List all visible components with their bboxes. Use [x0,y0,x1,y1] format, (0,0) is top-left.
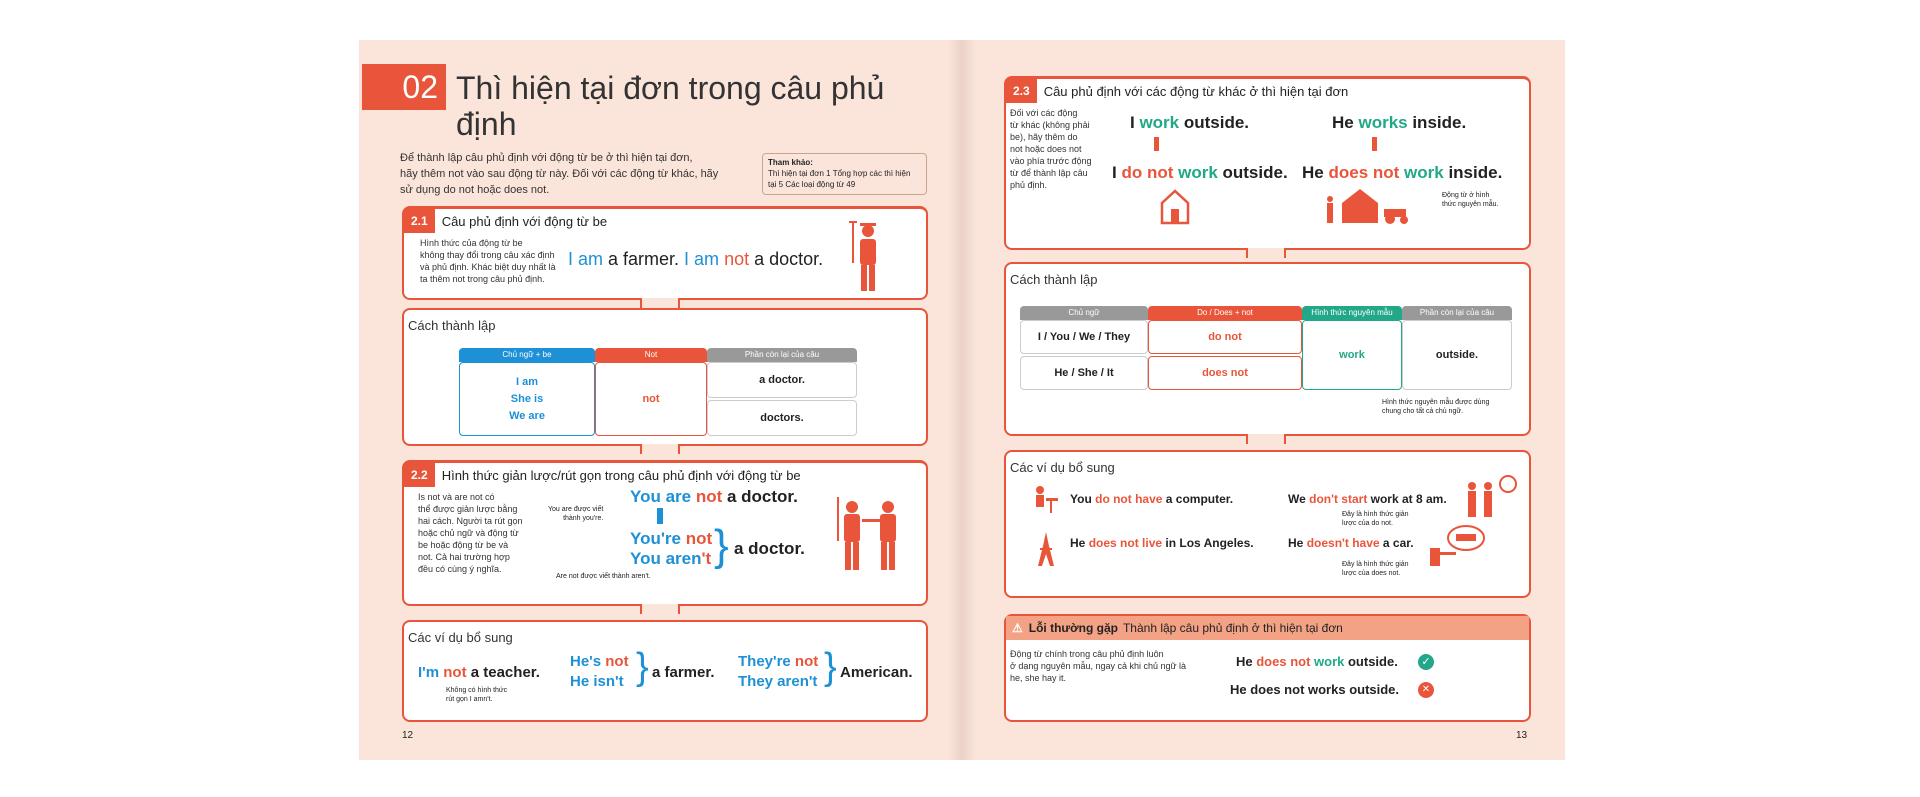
note-line: Đây là hình thức giản [1342,511,1409,518]
intro-line: Để thành lập câu phủ định với động từ be ở thì hiện tại đơn, [400,152,693,164]
column-header: Not [595,348,707,362]
text: You [1070,492,1096,506]
section-header [404,463,926,487]
positive-he [1332,113,1466,133]
desc-line: từ khác (không phải [1010,120,1090,130]
note-line: rút gọn I amn't. [446,696,493,703]
subject-cell: I / You / We / They [1020,320,1148,354]
computer-user-icon [1030,484,1060,514]
page-number-right: 13 [1516,730,1528,741]
rest-cell: outside. [1402,320,1512,390]
form-title: Cách thành lập [408,318,496,333]
section-desc [418,491,522,575]
subject-cell [459,362,595,436]
section-header [1006,79,1529,103]
base-form-note [1442,191,1498,209]
negation-cell: do not [1148,320,1302,354]
negation: does not [1256,654,1311,669]
example-1 [418,664,540,681]
form-box-2 [1004,262,1531,436]
section-title: Câu phủ định với động từ be [441,213,608,229]
subject: You aren [630,549,702,568]
text: inside. [1407,113,1467,132]
note-contraction [548,505,603,523]
note-line: thành you're. [563,515,604,522]
desc-line: không thay đổi trong câu xác định [420,250,555,260]
negation: not [680,529,713,548]
note-line: Động từ ở hình [1442,192,1490,199]
farm-icon [1322,187,1418,225]
desc-line: Đối với các động [1010,108,1078,118]
title-line-2: định [456,106,517,142]
desc-line: hoặc chủ ngữ và động từ [418,528,519,538]
mistake-header [1006,616,1529,640]
workers-clock-icon [1462,474,1518,518]
verb: work [1139,113,1180,132]
verb: work [1173,163,1218,182]
section-number: 2.3 [1006,79,1037,103]
text: a car. [1379,536,1414,550]
note-line: You are được viết [548,506,604,513]
text: a doctor. [749,249,824,269]
column-header: Phần còn lại của câu [707,348,857,362]
desc-line: not hoặc does not [1010,144,1082,154]
subject: I am [684,249,720,269]
example-3 [738,652,818,692]
desc-line: Hình thức của động từ be [420,238,523,248]
example-sentence [568,249,823,270]
example-2 [1070,536,1254,550]
desc-line: Is not và are not có [418,492,495,502]
correct-example [1236,654,1398,669]
subject: We are [509,409,545,422]
subject: You're [630,529,681,548]
form-title: Cách thành lập [1010,272,1098,287]
connector [640,444,680,454]
desc-line: đều có cùng ý nghĩa. [418,564,502,574]
desc-line: be hoặc động từ be và [418,540,509,550]
note-line: lược của do not. [1342,520,1393,527]
warning-icon: ⚠ [1012,621,1023,635]
subject: You are [630,487,692,506]
farmer-doctor-icon [832,493,912,573]
arrow-down-icon [657,508,663,524]
text: He [1288,536,1307,550]
connector [1246,434,1286,444]
contracted: They aren't [738,673,818,690]
title-line-1: Thì hiện tại đơn trong câu phủ [456,70,885,106]
common-mistake-box [1004,614,1531,722]
text: a computer. [1162,492,1234,506]
negation: 't [701,549,712,568]
mistake-label: Lỗi thường gặp [1028,621,1118,635]
connector [640,604,680,614]
example-3-note [1342,510,1409,528]
examples-box-2 [1004,450,1531,598]
column-header: Do / Does + not [1148,306,1302,320]
lesson-number: 02 [362,64,446,110]
note-line: thức nguyên mẫu. [1442,201,1499,208]
examples-title: Các ví dụ bổ sung [1010,460,1115,475]
car-dream-icon [1426,522,1486,568]
text: American. [840,664,913,681]
eiffel-tower-icon [1032,532,1060,568]
text: He [1070,536,1089,550]
subject: They're [738,653,791,670]
base-form-note [1382,398,1489,416]
desc-line: ta thêm not trong câu phủ định. [420,274,545,284]
negation: not [790,653,819,670]
text: a farmer. [603,249,685,269]
intro-line: hãy thêm not vào sau động từ này. Đối với các động từ khác, hãy [400,168,719,180]
desc-line: ở dạng nguyên mẫu, ngay cả khi chủ ngữ là [1010,661,1187,671]
note-line: Đây là hình thức giản [1342,561,1409,568]
verb: work [1399,163,1444,182]
rest-cell: doctors. [707,400,857,436]
negation: not [691,487,723,506]
brace-icon: } [824,646,837,688]
text: in Los Angeles. [1162,536,1254,550]
text: a doctor. [722,487,798,506]
text: I [1130,113,1140,132]
brace-icon: } [714,521,729,570]
example-4-note [1342,560,1409,578]
examples-box-1 [402,620,928,722]
page-number-left: 12 [402,730,414,741]
brace-icon: } [636,646,649,688]
examples-title: Các ví dụ bổ sung [408,630,513,645]
example-4 [1288,536,1414,550]
desc-line: và phủ định. Khác biệt duy nhất là [420,262,556,272]
intro-line: sử dụng do not hoặc does not. [400,184,550,196]
reference-box [762,153,927,195]
subject: I am [568,249,604,269]
not-cell: not [595,362,707,436]
column-header: Chủ ngữ + be [459,348,595,362]
example-full [630,487,798,507]
farmer-icon [848,219,888,293]
note-line: Không có hình thức [446,687,508,694]
barn-icon [1160,189,1190,225]
contracted: He isn't [570,673,624,690]
verb-cell: work [1302,320,1402,390]
section-2-3 [1004,76,1531,250]
mistake-desc [1010,648,1186,684]
section-desc [1010,107,1091,191]
desc-line: từ để thành lập câu [1010,168,1088,178]
cross-icon: ✕ [1418,682,1434,698]
subject: She is [510,392,544,405]
text: a farmer. [652,664,715,681]
subject: He's [570,653,602,670]
negation: does not live [1088,536,1163,550]
negation: does not [1328,163,1400,182]
check-icon: ✓ [1418,654,1434,670]
column-header: Phần còn lại của câu [1402,306,1512,320]
negation: not [439,664,467,681]
text: He [1302,163,1329,182]
negation: not [719,249,750,269]
positive-i [1130,113,1249,133]
text: work at 8 am. [1367,492,1447,506]
text: outside. [1344,654,1398,669]
section-number: 2.1 [404,209,435,233]
mistake-title: Thành lập câu phủ định ở thì hiện tại đơn [1122,621,1343,635]
text: inside. [1443,163,1503,182]
intro-text [400,150,718,198]
text: outside. [1179,113,1250,132]
reference-line: Thì hiện tại đơn 1 Tổng hợp các thì hiện [768,169,911,178]
column-header: Chủ ngữ [1020,306,1148,320]
text: We [1288,492,1310,506]
section-desc [420,237,556,285]
text: He [1332,113,1359,132]
example-2 [570,652,629,692]
section-2-1 [402,206,928,300]
book-fold [948,40,976,760]
desc-line: phủ định. [1010,180,1048,190]
text: He [1236,654,1257,669]
contracted-forms [630,529,712,569]
reference-line: tại 5 Các loại động từ 49 [768,180,856,189]
arrow-down-icon [1154,137,1159,151]
verb: work [1310,654,1345,669]
connector [640,298,680,308]
text: outside. [1217,163,1288,182]
desc-line: hai cách. Người ta rút gọn [418,516,523,526]
note-line: Hình thức nguyên mẫu được dùng [1382,399,1490,406]
negation: don't start [1309,492,1368,506]
section-number: 2.2 [404,463,435,487]
negation-cell: does not [1148,356,1302,390]
incorrect-example: He does not works outside. [1230,682,1400,697]
section-title: Hình thức giản lược/rút gọn trong câu phủ định với động từ be [441,467,801,483]
tail-text: a doctor. [734,539,805,558]
example-1 [1070,492,1233,506]
connector [1246,248,1286,258]
reference-label: Tham khảo: [768,158,813,167]
note-line: chung cho tất cả chủ ngữ. [1382,408,1463,415]
verb: works [1358,113,1408,132]
desc-line: not. Cả hai trường hợp [418,552,510,562]
desc-line: vào phía trước động [1010,156,1092,166]
negation: not [601,653,629,670]
column-header: Hình thức nguyên mẫu [1302,306,1402,320]
subject-cell: He / She / It [1020,356,1148,390]
subject: I am [515,375,538,388]
note-line: lược của does not. [1342,570,1401,577]
example-1-note [446,686,507,704]
example-3 [1288,492,1447,506]
section-title: Câu phủ định với các động từ khác ở thì hiện tại đơn [1043,83,1349,99]
section-2-2 [402,460,928,606]
negation: do not [1121,163,1174,182]
text: a teacher. [466,664,540,681]
negative-he [1302,163,1502,183]
desc-line: he, she hay it. [1010,673,1067,683]
desc-line: Động từ chính trong câu phủ định luôn [1010,649,1164,659]
rest-cell: a doctor. [707,362,857,398]
negative-i [1112,163,1288,183]
page-title [456,70,884,142]
negation: doesn't have [1306,536,1380,550]
desc-line: be), hãy thêm do [1010,132,1078,142]
negation: do not have [1095,492,1163,506]
subject: I'm [418,664,440,681]
note-aren't: Are not được viết thành aren't. [556,573,651,580]
text: I [1112,163,1122,182]
arrow-down-icon [1372,137,1377,151]
form-box-1 [402,308,928,446]
desc-line: thể được giản lược bằng [418,504,518,514]
